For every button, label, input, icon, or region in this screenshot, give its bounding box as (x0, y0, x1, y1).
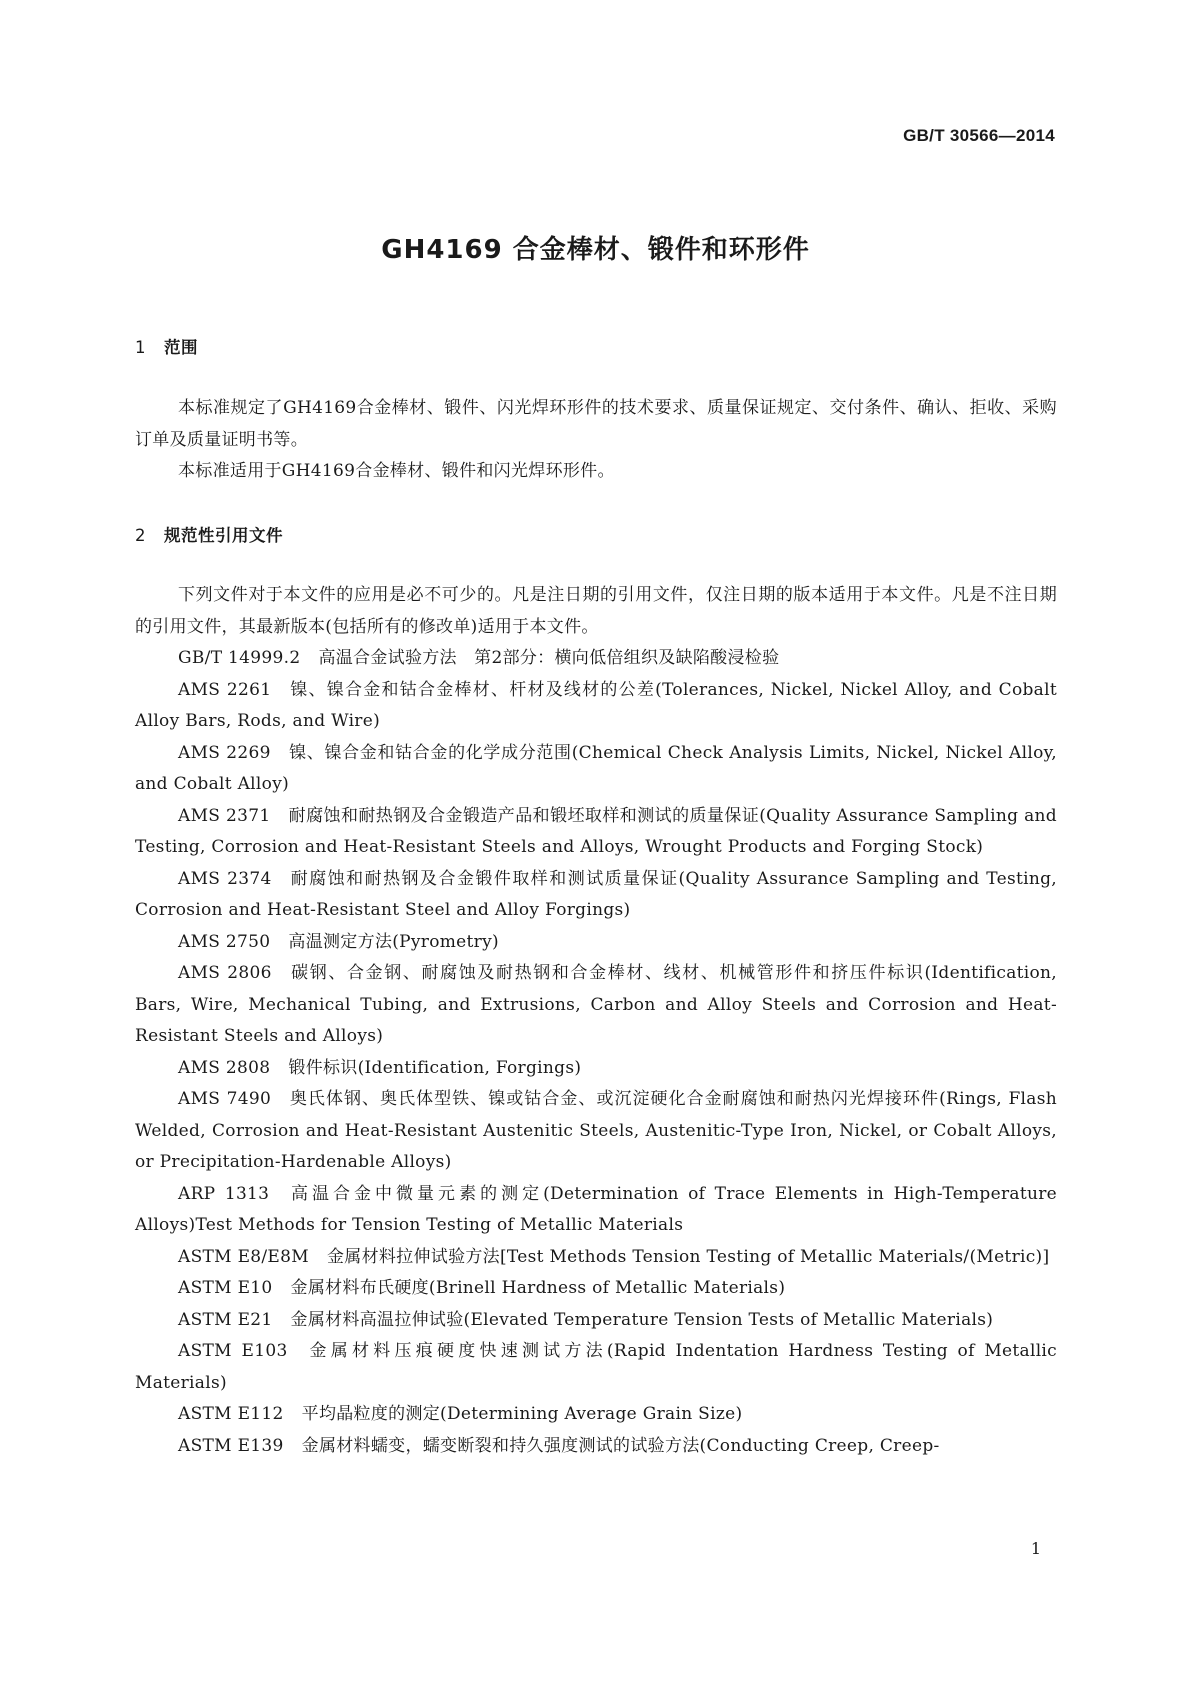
section-number: 2 (135, 526, 146, 545)
reference-code: AMS 2374 (178, 868, 272, 889)
reference-item (135, 738, 1057, 801)
document-title: GH4169 合金棒材、锻件和环形件 (381, 235, 810, 265)
section-title: 范围 (164, 338, 198, 357)
reference-item (135, 958, 1057, 1053)
reference-code: ASTM E21 (178, 1309, 273, 1330)
reference-code: ASTM E10 (178, 1278, 273, 1298)
references-intro: 下列文件对于本文件的应用是必不可少的。凡是注日期的引用文件，仅注日期的版本适用于本文件。凡是不注日期的引用文件，其最新版本(包括所有的修改单)适用于本文件。 (135, 585, 1057, 637)
reference-text: 平均晶粒度的测定(Determining Average Grain Size) (301, 1404, 743, 1424)
reference-code: AMS 2808 (178, 1057, 271, 1078)
reference-code: ASTM E103 (178, 1341, 288, 1361)
reference-text: 高温测定方法(Pyrometry) (288, 931, 499, 952)
section-heading-normative-references (135, 522, 283, 546)
reference-item (135, 801, 1057, 864)
reference-text: 高温合金中微量元素的测定(Determination of Trace Elements in High-Temperature Alloys)Test Methods for Tension Testing of Metallic Materials (135, 1183, 1057, 1235)
scope-paragraph: 本标准适用于GH4169合金棒材、锻件和闪光焊环形件。 (178, 461, 615, 481)
reference-text: 碳钢、合金钢、耐腐蚀及耐热钢和合金棒材、线材、机械管形件和挤压件标识(Identification, Bars, Wire, Mechanical Tubing, and Extrusions, Carbon and Alloy Steels and Corrosion and Heat-Resistant Steels and Alloys) (135, 963, 1057, 1046)
reference-text: 耐腐蚀和耐热钢及合金锻件取样和测试质量保证(Quality Assurance Sampling and Testing, Corrosion and Heat-Resistant Steel and Alloy Forgings) (135, 868, 1058, 920)
reference-item (135, 1431, 1057, 1463)
reference-text: 金属材料拉伸试验方法[Test Methods Tension Testing of Metallic Materials/(Metric)] (326, 1246, 1050, 1267)
reference-item (135, 1084, 1057, 1179)
reference-item (135, 1179, 1057, 1242)
reference-item (135, 927, 1057, 959)
reference-item (135, 1242, 1057, 1274)
reference-item (135, 1053, 1057, 1085)
reference-item (135, 1399, 1057, 1431)
page-number: 1 (1030, 1539, 1041, 1558)
reference-list (135, 580, 1057, 1462)
reference-text: 镍、镍合金和钴合金棒材、杆材及线材的公差(Tolerances, Nickel, Nickel Alloy, and Cobalt Alloy Bars, Rods, and Wire) (135, 679, 1057, 731)
reference-code: GB/T 14999.2 (178, 648, 301, 668)
standard-code: GB/T 30566—2014 (903, 126, 1055, 145)
reference-text: 镍、镍合金和钴合金的化学成分范围(Chemical Check Analysis Limits, Nickel, Nickel Alloy, and Cobalt Alloy) (135, 742, 1057, 794)
reference-item (135, 1305, 1057, 1337)
reference-text: 锻件标识(Identification, Forgings) (288, 1057, 582, 1078)
reference-code: ASTM E139 (178, 1435, 284, 1456)
reference-code: AMS 2371 (178, 805, 271, 826)
reference-text: 金属材料布氏硬度(Brinell Hardness of Metallic Materials) (290, 1278, 786, 1298)
reference-code: AMS 2750 (178, 931, 271, 952)
reference-text: 耐腐蚀和耐热钢及合金锻造产品和锻坯取样和测试的质量保证(Quality Assurance Sampling and Testing, Corrosion and Heat-Resistant Steels and Alloys, Wrought Products and Forging Stock) (135, 805, 1057, 857)
reference-item (135, 1273, 1057, 1305)
reference-text: 高温合金试验方法 第2部分：横向低倍组织及缺陷酸浸检验 (318, 648, 780, 668)
reference-code: AMS 2261 (178, 679, 272, 700)
section-number: 1 (135, 338, 146, 357)
reference-code: ASTM E112 (178, 1404, 284, 1424)
reference-item (135, 864, 1057, 927)
reference-code: AMS 7490 (178, 1089, 272, 1109)
reference-item (135, 675, 1057, 738)
section-heading-scope (135, 334, 198, 358)
reference-code: ASTM E8/E8M (178, 1246, 309, 1267)
reference-code: AMS 2269 (178, 742, 271, 763)
reference-code: ARP 1313 (178, 1183, 270, 1204)
reference-item (135, 643, 1057, 675)
reference-item (135, 1336, 1057, 1399)
reference-text: 奥氏体钢、奥氏体型铁、镍或钴合金、或沉淀硬化合金耐腐蚀和耐热闪光焊接环件(Rings, Flash Welded, Corrosion and Heat-Resistant Austenitic Steels, Austenitic-Type Iron, Nickel, or Cobalt Alloys, or Precipitation-Hardenable Alloys) (135, 1089, 1057, 1172)
section-title: 规范性引用文件 (164, 526, 283, 545)
scope-paragraph: 本标准规定了GH4169合金棒材、锻件、闪光焊环形件的技术要求、质量保证规定、交付条件、确认、拒收、采购订单及质量证明书等。 (135, 398, 1057, 450)
reference-code: AMS 2806 (178, 963, 272, 983)
reference-text: 金属材料高温拉伸试验(Elevated Temperature Tension Tests of Metallic Materials) (290, 1309, 994, 1330)
reference-text: 金属材料压痕硬度快速测试方法(Rapid Indentation Hardness Testing of Metallic Materials) (135, 1341, 1057, 1393)
reference-text: 金属材料蠕变，蠕变断裂和持久强度测试的试验方法(Conducting Creep, Creep- (301, 1435, 940, 1456)
